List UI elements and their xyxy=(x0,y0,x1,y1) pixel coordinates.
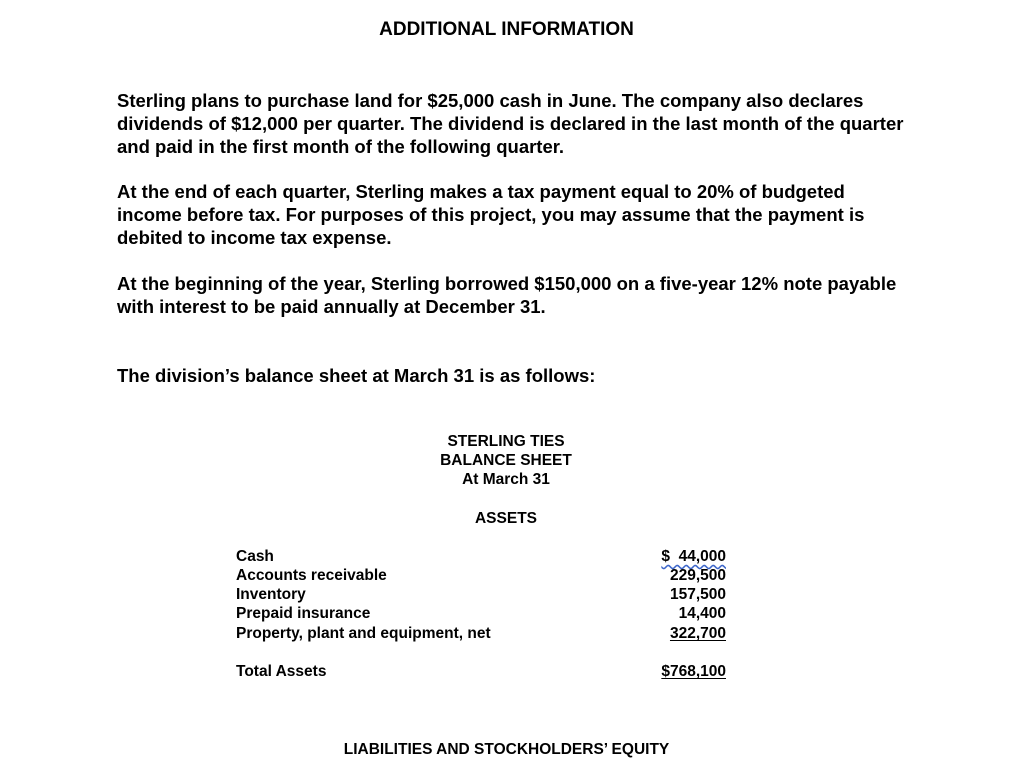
total-assets-row xyxy=(236,662,726,681)
asset-label: Property, plant and equipment, net xyxy=(236,625,491,642)
asset-row-accounts-receivable xyxy=(236,566,726,585)
asset-amount: 229,500 xyxy=(669,567,726,584)
balance-sheet-intro: The division’s balance sheet at March 31 is as follows: xyxy=(117,365,596,386)
asset-label: Cash xyxy=(236,548,274,565)
asset-label: Accounts receivable xyxy=(236,567,387,584)
asset-row-inventory xyxy=(236,585,726,604)
asset-amount: 14,400 xyxy=(678,605,726,622)
asset-row-ppe xyxy=(236,624,726,643)
paragraph-note-payable: At the beginning of the year, Sterling borrowed $150,000 on a five-year 12% note payable with interest to be paid annually at December 31. xyxy=(117,273,897,317)
asset-amount: 322,700 xyxy=(669,625,726,642)
balance-sheet-title: BALANCE SHEET xyxy=(440,452,572,469)
asset-row-cash xyxy=(236,547,726,566)
balance-sheet-date: At March 31 xyxy=(462,471,550,488)
total-assets-label: Total Assets xyxy=(236,663,327,680)
asset-row-prepaid-insurance xyxy=(236,604,726,623)
page-title: ADDITIONAL INFORMATION xyxy=(379,19,634,40)
total-assets-amount: $768,100 xyxy=(661,663,726,680)
balance-sheet-company: STERLING TIES xyxy=(447,433,565,450)
asset-amount: 157,500 xyxy=(669,586,726,603)
liabilities-equity-heading: LIABILITIES AND STOCKHOLDERS’ EQUITY xyxy=(343,741,670,758)
assets-heading: ASSETS xyxy=(474,510,537,527)
paragraph-tax-payment: At the end of each quarter, Sterling makes a tax payment equal to 20% of budgeted income before tax. For purposes of this project, you may assume that the payment is debited to income tax expense. xyxy=(117,181,865,248)
asset-label: Inventory xyxy=(236,586,306,603)
asset-label: Prepaid insurance xyxy=(236,605,371,622)
paragraph-land-dividends: Sterling plans to purchase land for $25,000 cash in June. The company also declares dividends of $12,000 per quarter. The dividend is declared in the last month of the quarter and paid in the first month of the following quarter. xyxy=(117,90,904,157)
asset-amount: $ 44,000 xyxy=(661,548,726,565)
